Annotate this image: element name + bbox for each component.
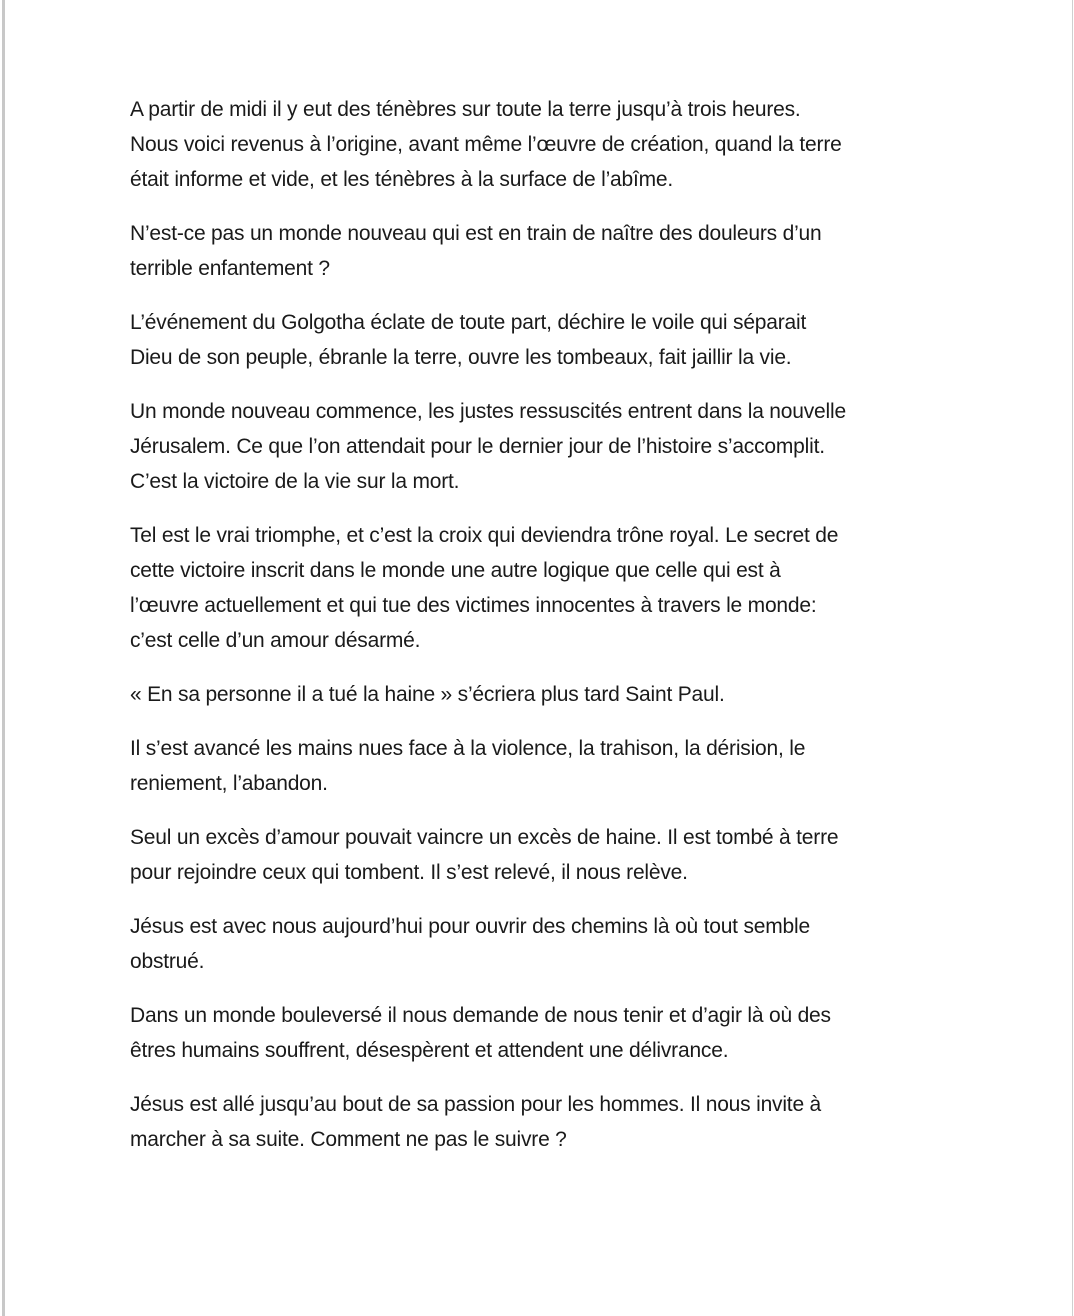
text-line: marcher à sa suite. Comment ne pas le suivre ?: [130, 1128, 567, 1151]
document-page: [130, 92, 950, 1176]
text-line: N’est-ce pas un monde nouveau qui est en train de naître des douleurs d’un: [130, 222, 822, 245]
text-line: était informe et vide, et les ténèbres à la surface de l’abîme.: [130, 168, 674, 191]
paragraph: [130, 909, 950, 979]
paragraph: [130, 216, 950, 286]
text-line: l’œuvre actuellement et qui tue des victimes innocentes à travers le monde:: [130, 594, 817, 617]
paragraph: [130, 92, 950, 197]
text-line: « En sa personne il a tué la haine » s’écriera plus tard Saint Paul.: [130, 683, 725, 706]
text-line: L’événement du Golgotha éclate de toute part, déchire le voile qui séparait: [130, 311, 807, 334]
text-line: Nous voici revenus à l’origine, avant même l’œuvre de création, quand la terre: [130, 133, 842, 156]
text-line: Jésus est allé jusqu’au bout de sa passion pour les hommes. Il nous invite à: [130, 1093, 822, 1116]
paragraph: [130, 305, 950, 375]
text-line: pour rejoindre ceux qui tombent. Il s’est relevé, il nous relève.: [130, 861, 688, 884]
text-line: Tel est le vrai triomphe, et c’est la croix qui deviendra trône royal. Le secret de: [130, 524, 839, 547]
text-line: cette victoire inscrit dans le monde une autre logique que celle qui est à: [130, 559, 781, 582]
paragraph: [130, 1087, 950, 1157]
text-line: Jésus est avec nous aujourd’hui pour ouvrir des chemins là où tout semble: [130, 915, 810, 938]
paragraph: [130, 394, 950, 499]
paragraph: [130, 518, 950, 658]
text-line: Dans un monde bouleversé il nous demande de nous tenir et d’agir là où des: [130, 1004, 831, 1027]
text-line: Un monde nouveau commence, les justes ressuscités entrent dans la nouvelle: [130, 400, 846, 423]
text-line: êtres humains souffrent, désespèrent et attendent une délivrance.: [130, 1039, 729, 1062]
text-line: Seul un excès d’amour pouvait vaincre un excès de haine. Il est tombé à terre: [130, 826, 839, 849]
paragraph: [130, 998, 950, 1068]
text-line: Dieu de son peuple, ébranle la terre, ouvre les tombeaux, fait jaillir la vie.: [130, 346, 792, 369]
paragraph: [130, 820, 950, 890]
paragraph: [130, 731, 950, 801]
text-line: Jérusalem. Ce que l’on attendait pour le dernier jour de l’histoire s’accomplit.: [130, 435, 825, 458]
text-line: c’est celle d’un amour désarmé.: [130, 629, 421, 652]
text-line: C’est la victoire de la vie sur la mort.: [130, 470, 460, 493]
paragraph: [130, 677, 950, 712]
text-line: obstrué.: [130, 950, 205, 973]
text-line: terrible enfantement ?: [130, 257, 330, 280]
text-line: reniement, l’abandon.: [130, 772, 328, 795]
page-left-border: [2, 0, 5, 1316]
page-right-border: [1072, 0, 1073, 1316]
text-line: Il s’est avancé les mains nues face à la violence, la trahison, la dérision, le: [130, 737, 806, 760]
text-line: A partir de midi il y eut des ténèbres sur toute la terre jusqu’à trois heures.: [130, 98, 801, 121]
